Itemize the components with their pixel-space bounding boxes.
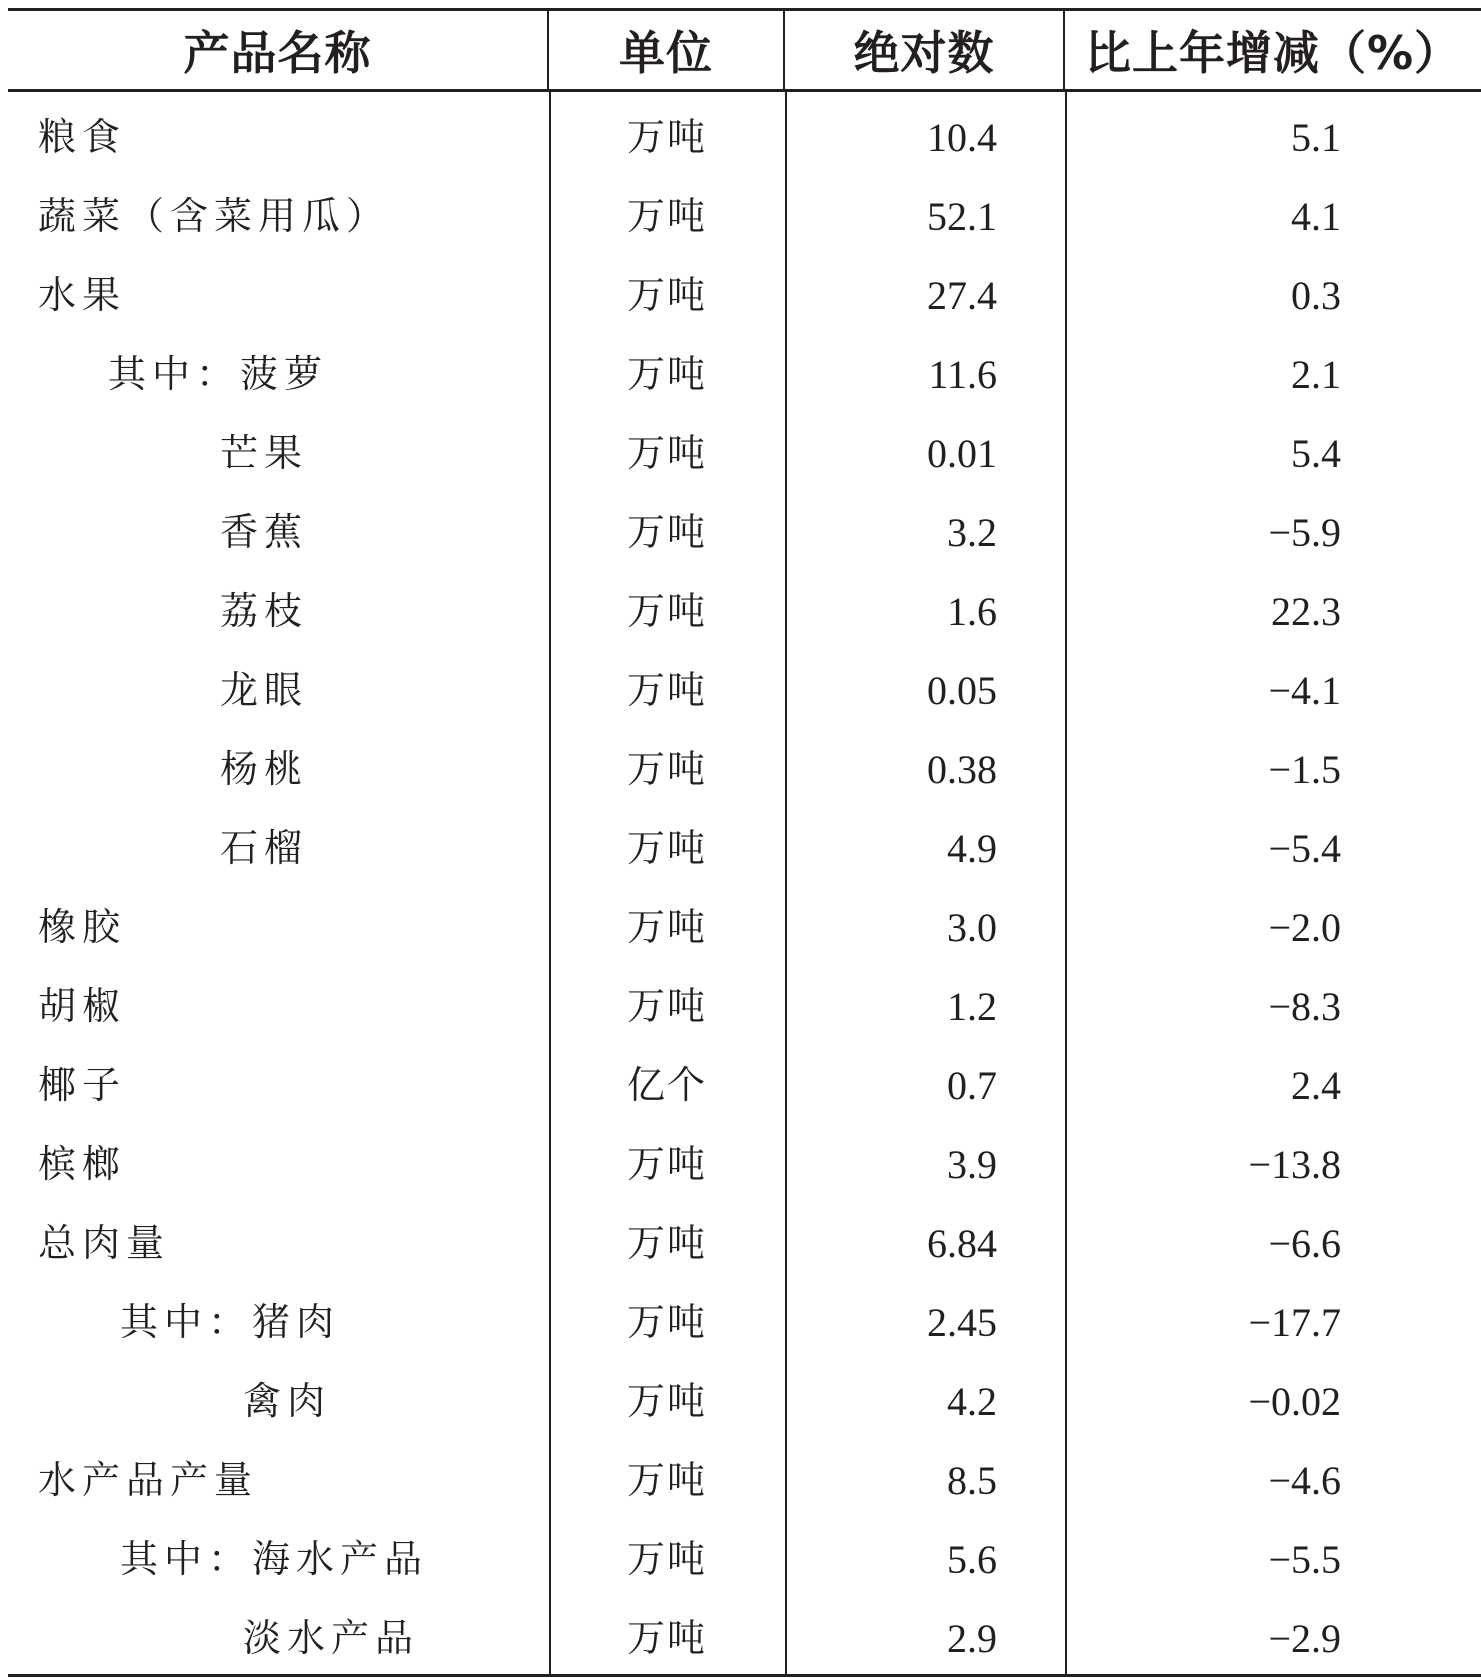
cell-absolute: 1.6 [947, 589, 997, 634]
cell-change: 2.4 [1291, 1063, 1341, 1108]
cell-absolute: 8.5 [947, 1458, 997, 1503]
cell-change: −6.6 [1268, 1221, 1341, 1266]
cell-absolute: 4.2 [947, 1379, 997, 1424]
table-row [8, 256, 1481, 335]
cell-change: −2.0 [1268, 905, 1341, 950]
table-row [8, 1599, 1481, 1678]
cell-product-name: 总肉量 [38, 1221, 171, 1265]
cell-absolute: 3.9 [947, 1142, 997, 1187]
table-row [8, 177, 1481, 256]
cell-absolute: 10.4 [927, 115, 997, 160]
cell-unit: 万吨 [626, 826, 707, 870]
cell-change: −8.3 [1268, 984, 1341, 1029]
table-bottom-rule [8, 1674, 1481, 1677]
cell-unit: 万吨 [626, 431, 707, 475]
table-row [8, 1441, 1481, 1520]
cell-change: −5.9 [1268, 510, 1341, 555]
cell-change: 5.1 [1291, 115, 1341, 160]
table-row [8, 967, 1481, 1046]
cell-change: −2.9 [1268, 1616, 1341, 1661]
cell-product-name: 其中：菠萝 [108, 352, 329, 396]
cell-absolute: 3.2 [947, 510, 997, 555]
cell-change: −0.02 [1248, 1379, 1341, 1424]
cell-unit: 万吨 [626, 747, 707, 791]
table-row [8, 493, 1481, 572]
table-row [8, 1046, 1481, 1125]
table-row [8, 651, 1481, 730]
cell-change: −5.4 [1268, 826, 1341, 871]
table-header [8, 8, 1481, 92]
cell-product-name: 芒果 [220, 431, 309, 475]
table-row [8, 1125, 1481, 1204]
cell-change: −4.1 [1268, 668, 1341, 713]
cell-change: 2.1 [1291, 352, 1341, 397]
cell-absolute: 0.38 [927, 747, 997, 792]
table-row [8, 730, 1481, 809]
cell-absolute: 52.1 [927, 194, 997, 239]
cell-unit: 万吨 [626, 1537, 707, 1581]
cell-absolute: 11.6 [928, 352, 997, 397]
cell-unit: 万吨 [626, 352, 707, 396]
table-row [8, 809, 1481, 888]
cell-absolute: 0.01 [927, 431, 997, 476]
table-row [8, 335, 1481, 414]
table-row [8, 1362, 1481, 1441]
table-row [8, 1204, 1481, 1283]
cell-change: −17.7 [1248, 1300, 1341, 1345]
cell-change: 22.3 [1271, 589, 1341, 634]
cell-product-name: 杨桃 [220, 747, 309, 791]
cell-change: 0.3 [1291, 273, 1341, 318]
cell-unit: 万吨 [626, 1300, 707, 1344]
header-change: 比上年增减（%） [1084, 26, 1462, 80]
cell-product-name: 石榴 [220, 826, 309, 870]
cell-unit: 万吨 [626, 905, 707, 949]
header-unit: 单位 [549, 11, 785, 89]
cell-unit: 万吨 [626, 273, 707, 317]
cell-product-name: 椰子 [38, 1063, 127, 1107]
cell-unit: 万吨 [626, 589, 707, 633]
cell-unit: 万吨 [626, 1458, 707, 1502]
cell-unit: 万吨 [626, 1221, 707, 1265]
cell-absolute: 1.2 [947, 984, 997, 1029]
cell-unit: 万吨 [626, 668, 707, 712]
header-product-name: 产品名称 [8, 11, 549, 89]
cell-absolute: 2.45 [927, 1300, 997, 1345]
cell-product-name: 其中：猪肉 [120, 1300, 341, 1344]
cell-product-name: 橡胶 [38, 905, 127, 949]
cell-unit: 万吨 [626, 1142, 707, 1186]
cell-change: 5.4 [1291, 431, 1341, 476]
cell-absolute: 4.9 [947, 826, 997, 871]
table-row [8, 1520, 1481, 1599]
table-row [8, 414, 1481, 493]
table-row [8, 888, 1481, 967]
cell-absolute: 6.84 [927, 1221, 997, 1266]
table-body [8, 98, 1481, 1678]
cell-product-name: 蔬菜（含菜用瓜） [38, 194, 391, 238]
cell-product-name: 胡椒 [38, 984, 127, 1028]
table-row [8, 572, 1481, 651]
cell-product-name: 淡水产品 [243, 1616, 420, 1660]
cell-absolute: 0.7 [947, 1063, 997, 1108]
table-row [8, 1283, 1481, 1362]
cell-product-name: 水产品产量 [38, 1458, 259, 1502]
cell-unit: 万吨 [626, 510, 707, 554]
cell-unit: 万吨 [626, 1616, 707, 1660]
cell-change: −5.5 [1268, 1537, 1341, 1582]
cell-absolute: 3.0 [947, 905, 997, 950]
cell-product-name: 禽肉 [243, 1379, 332, 1423]
cell-absolute: 5.6 [947, 1537, 997, 1582]
cell-change: −13.8 [1248, 1142, 1341, 1187]
cell-absolute: 27.4 [927, 273, 997, 318]
cell-change: 4.1 [1291, 194, 1341, 239]
cell-change: −1.5 [1268, 747, 1341, 792]
cell-product-name: 粮食 [38, 115, 127, 159]
cell-unit: 万吨 [626, 1379, 707, 1423]
cell-change: −4.6 [1268, 1458, 1341, 1503]
cell-absolute: 0.05 [927, 668, 997, 713]
cell-unit: 亿个 [626, 1063, 707, 1107]
cell-product-name: 水果 [38, 273, 127, 317]
cell-unit: 万吨 [626, 194, 707, 238]
cell-product-name: 其中：海水产品 [120, 1537, 429, 1581]
cell-unit: 万吨 [626, 115, 707, 159]
cell-product-name: 槟榔 [38, 1142, 127, 1186]
table-row [8, 98, 1481, 177]
cell-absolute: 2.9 [947, 1616, 997, 1661]
header-absolute: 绝对数 [785, 11, 1065, 89]
cell-product-name: 香蕉 [220, 510, 309, 554]
cell-product-name: 荔枝 [220, 589, 309, 633]
cell-product-name: 龙眼 [220, 668, 309, 712]
cell-unit: 万吨 [626, 984, 707, 1028]
